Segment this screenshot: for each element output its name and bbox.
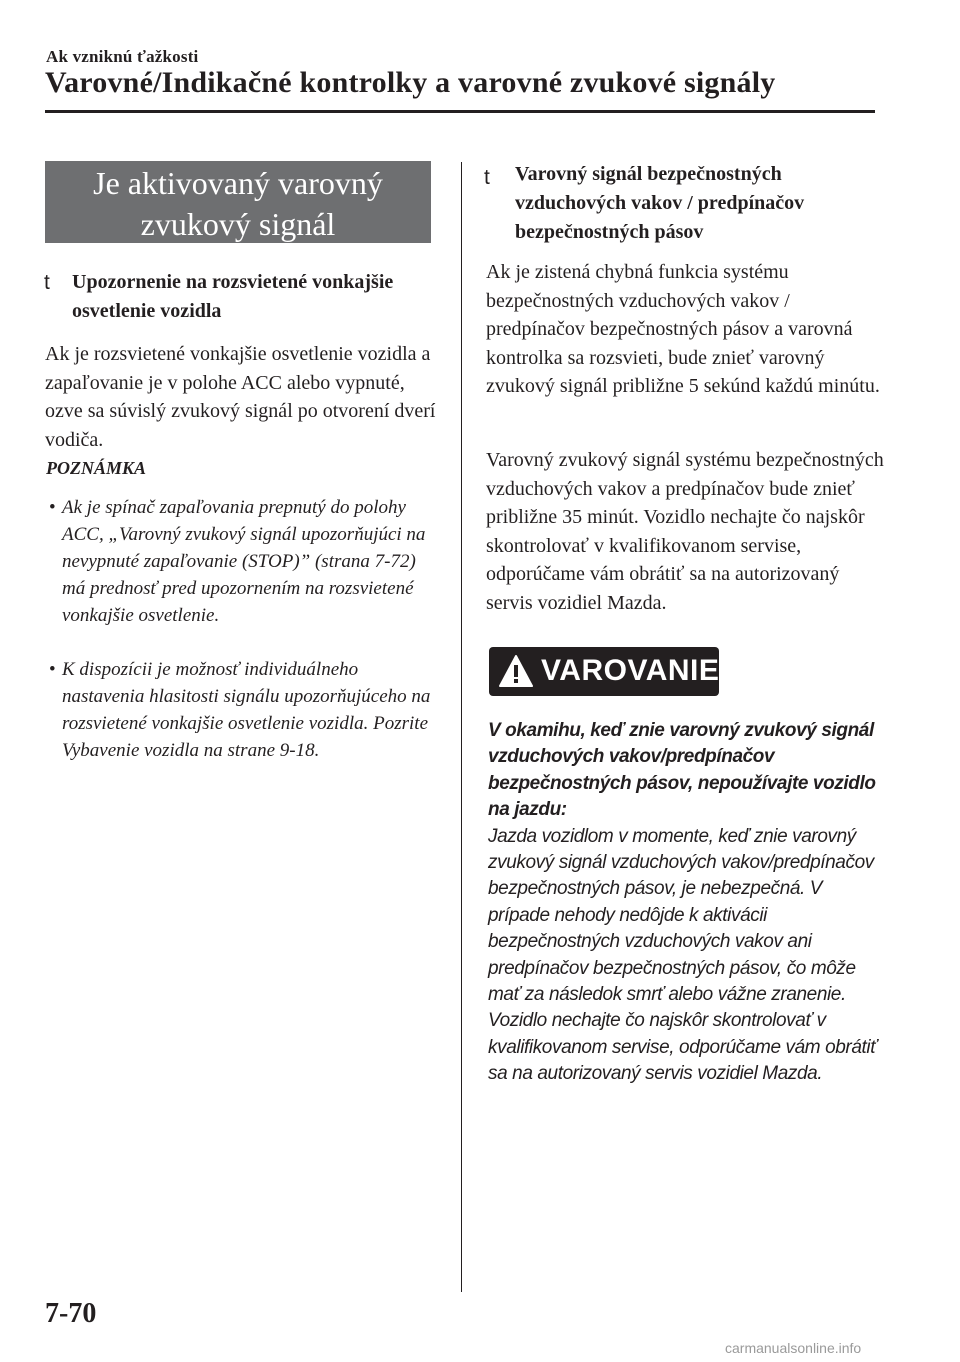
bullet-marker: t (484, 166, 490, 189)
note-bullet: • (49, 659, 56, 680)
watermark: carmanualsonline.info (725, 1340, 862, 1356)
warning-label: VAROVANIE (541, 654, 720, 687)
section-title-line2: zvukový signál (140, 206, 336, 242)
paragraph-airbag-malfunction: Ak je zistená chybná funkcia systému bezpečnostných vzduchových vakov / predpínačov bezpečnostných pásov a varovná kontrolka sa rozsvieti, bude znieť varovný zvukový signál približne 5 sekúnd každú minútu. (486, 261, 880, 397)
section-heading-box (45, 161, 431, 243)
chapter-header: Ak vzniknú ťažkosti (46, 47, 199, 66)
title-divider (45, 110, 875, 113)
section-title-line1: Je aktivovaný varovný (93, 165, 383, 201)
subheading-exterior-lights: Upozornenie na rozsvietené vonkajšie osvetlenie vozidla (72, 271, 394, 322)
paragraph-exterior-lights: Ak je rozsvietené vonkajšie osvetlenie vozidla a zapaľovanie je v polohe ACC alebo vypnuté, ozve sa súvislý zvukový signál po otvorení dverí vodiča. (45, 343, 436, 451)
warning-badge (489, 647, 719, 696)
page-title: Varovné/Indikačné kontrolky a varovné zvukové signály (45, 66, 776, 99)
paragraph-airbag-duration: Varovný zvukový signál systému bezpečnostných vzduchových vakov a predpínačov bude znieť približne 35 minút. Vozidlo nechajte čo najskôr skontrolovať v kvalifikovanom servise, odporúčame vám obrátiť sa na autorizovaný servis vozidiel Mazda. (486, 449, 884, 614)
note-title: POZNÁMKA (46, 458, 147, 478)
note-item-1: Ak je spínač zapaľovania prepnutý do polohy ACC, „Varovný zvukový signál upozorňujúci na nevypnuté zapaľovanie (STOP)” (strana 7-72) má prednosť pred upozornením na rozsvietené vonkajšie osvetlenie. (62, 497, 426, 626)
column-divider (461, 162, 462, 1292)
note-item-2: K dispozícii je možnosť individuálneho nastavenia hlasitosti signálu upozorňujúceho na rozsvietené vonkajšie osvetlenie vozidla. Pozrite Vybavenie vozidla na strane 9-18. (62, 659, 431, 761)
bullet-marker: t (44, 271, 50, 294)
subheading-airbag-signal: Varovný signál bezpečnostných vzduchových vakov / predpínačov bezpečnostných pásov (515, 163, 805, 243)
warning-text-block (488, 718, 888, 1088)
note-bullet: • (49, 497, 56, 518)
warning-lead: V okamihu, keď znie varovný zvukový signál vzduchových vakov/predpínačov bezpečnostných pásov, nepoužívajte vozidlo na jazdu: (488, 720, 876, 821)
warning-triangle-icon (498, 654, 534, 688)
page-number: 7-70 (45, 1298, 97, 1329)
warning-body: Jazda vozidlom v momente, keď znie varovný zvukový signál vzduchových vakov/predpínačov bezpečnostných pásov, je nebezpečná. V prípade nehody nedôjde k aktivácii bezpečnostných vzduchových vakov ani predpínačov bezpečnostných pásov, čo môže mať za následok smrť alebo vážne zranenie. Vozidlo nechajte čo najskôr skontrolovať v kvalifikovanom servise, odporúčame vám obrátiť sa na autorizovaný servis vozidiel Mazda. (488, 825, 877, 1085)
